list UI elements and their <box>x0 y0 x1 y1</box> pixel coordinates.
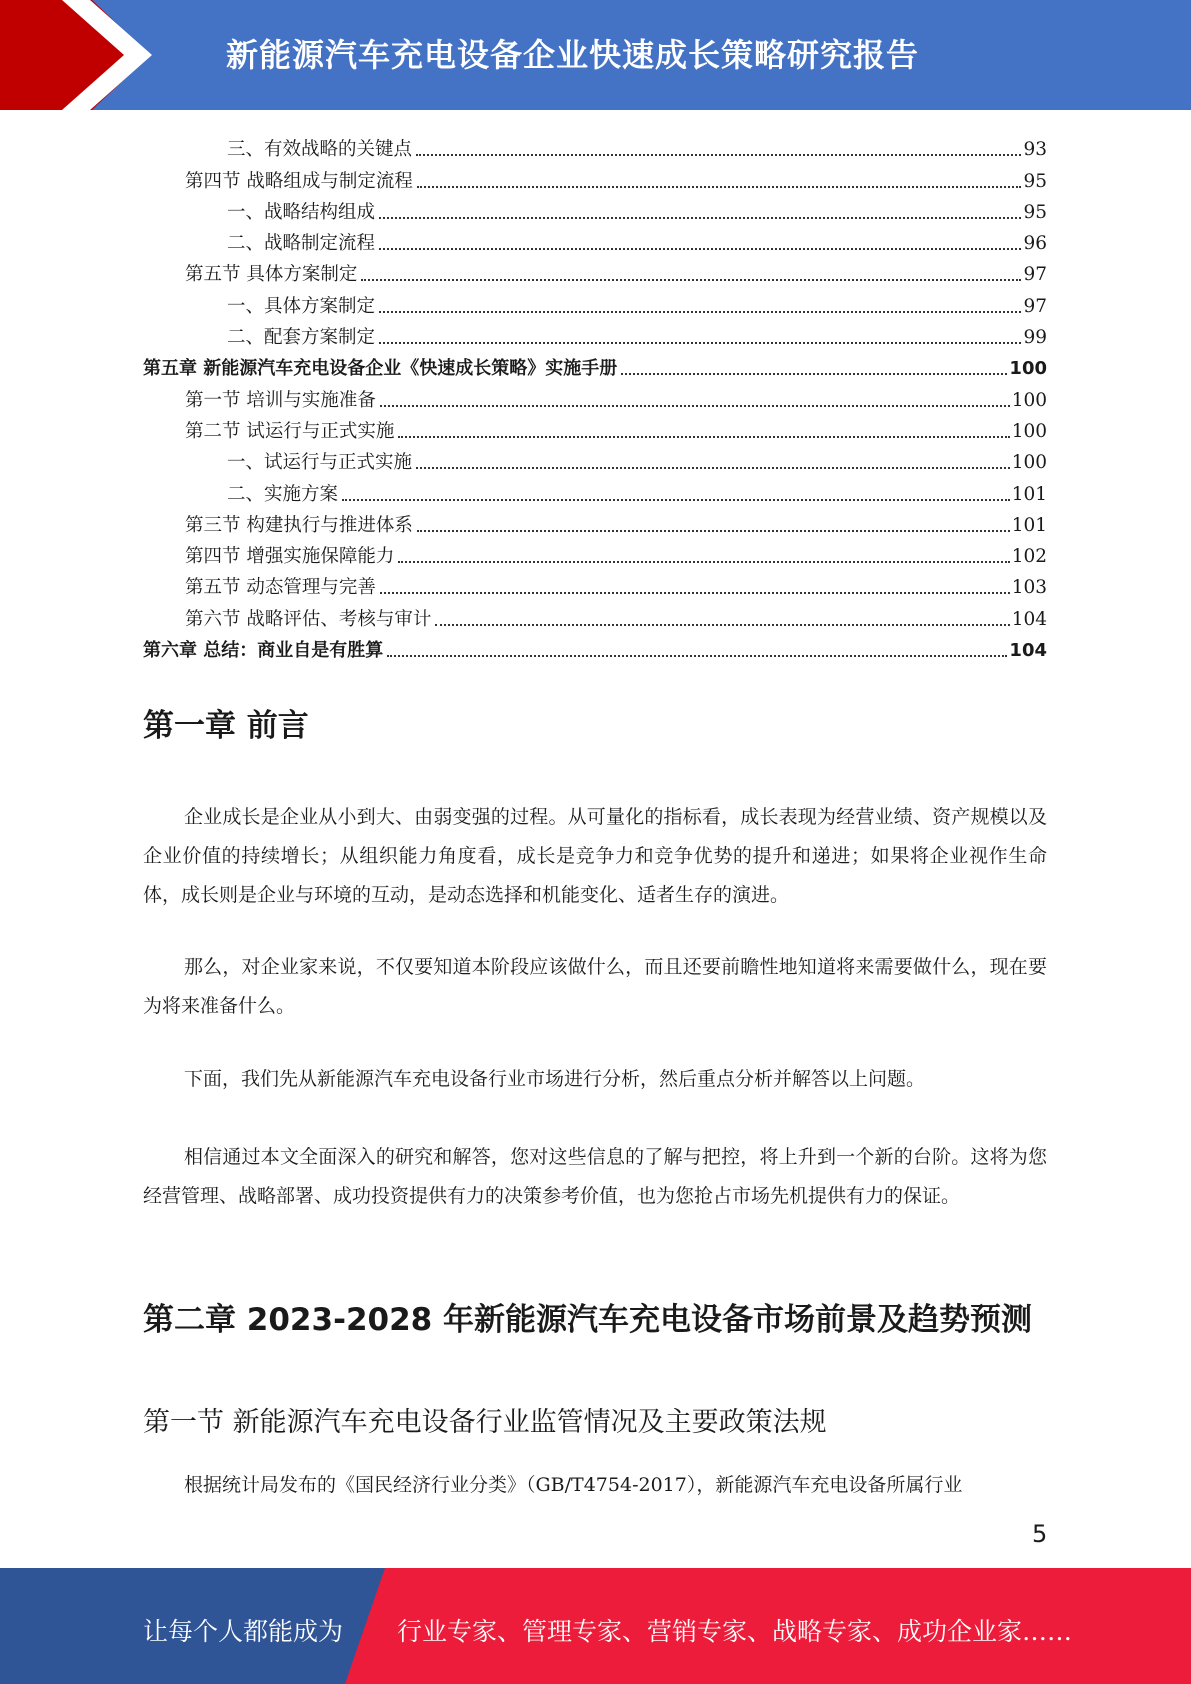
toc-label: 第六章 总结：商业自是有胜算 <box>143 640 384 662</box>
toc-item[interactable] <box>143 599 1047 630</box>
section-heading: 第一节 新能源汽车充电设备行业监管情况及主要政策法规 <box>143 1407 827 1438</box>
toc-label: 第五节 具体方案制定 <box>143 264 359 286</box>
toc-leader <box>342 499 1010 501</box>
toc-leader <box>379 217 1021 219</box>
toc-label: 二、配套方案制定 <box>143 327 377 349</box>
page-footer <box>0 1568 1191 1684</box>
toc-leader <box>380 592 1010 594</box>
toc-label: 第三节 构建执行与推进体系 <box>143 515 415 537</box>
toc-leader <box>387 655 1007 657</box>
toc-item[interactable] <box>143 537 1047 568</box>
toc-page: 104 <box>1011 608 1047 630</box>
body-paragraph: 下面，我们先从新能源汽车充电设备行业市场进行分析，然后重点分析并解答以上问题。 <box>184 1068 926 1090</box>
toc-page: 101 <box>1011 483 1047 505</box>
toc-page: 95 <box>1023 170 1047 192</box>
toc-item[interactable] <box>143 255 1047 286</box>
toc-label: 一、试运行与正式实施 <box>143 452 414 474</box>
toc-label: 第五节 动态管理与完善 <box>143 577 378 599</box>
toc-item[interactable] <box>143 506 1047 537</box>
toc-leader <box>435 624 1009 626</box>
toc-page: 104 <box>1009 640 1047 662</box>
toc-leader <box>361 279 1021 281</box>
toc-leader <box>621 373 1007 375</box>
page-number: 5 <box>1032 1520 1048 1548</box>
toc-leader <box>417 530 1010 532</box>
body-paragraph: 那么，对企业家来说，不仅要知道本阶段应该做什么，而且还要前瞻性地知道将来需要做什么，现在要为将来准备什么。 <box>143 956 1047 1017</box>
toc-page: 99 <box>1023 327 1047 349</box>
footer-slogan-left: 让每个人都能成为 <box>143 1617 344 1646</box>
toc-leader <box>398 561 1009 563</box>
toc-leader <box>379 311 1021 313</box>
toc-item[interactable] <box>143 224 1047 255</box>
report-title: 新能源汽车充电设备企业快速成长策略研究报告 <box>226 36 920 74</box>
toc-page: 100 <box>1009 358 1047 380</box>
toc-page: 97 <box>1023 264 1047 286</box>
toc-item[interactable] <box>143 161 1047 192</box>
toc-chapter-item[interactable] <box>143 631 1047 662</box>
toc-page: 96 <box>1023 233 1047 255</box>
toc-leader <box>379 248 1021 250</box>
toc-page: 101 <box>1011 514 1047 536</box>
toc-label: 三、有效战略的关键点 <box>143 139 414 161</box>
toc-label: 二、战略制定流程 <box>143 233 377 255</box>
toc-label: 第六节 战略评估、考核与审计 <box>143 609 433 631</box>
body-paragraph: 相信通过本文全面深入的研究和解答，您对这些信息的了解与把控，将上升到一个新的台阶。这将为您经营管理、战略部署、成功投资提供有力的决策参考价值，也为您抢占市场先机提供有力的保证。 <box>143 1146 1047 1207</box>
body-paragraph: 企业成长是企业从小到大、由弱变强的过程。从可量化的指标看，成长表现为经营业绩、资产规模以及企业价值的持续增长；从组织能力角度看，成长是竞争力和竞争优势的提升和递进；如果将企业视作生命体，成长则是企业与环境的互动，是动态选择和机能变化、适者生存的演进。 <box>143 806 1047 906</box>
toc-item[interactable] <box>143 443 1047 474</box>
toc-page: 100 <box>1011 389 1047 411</box>
toc-label: 第五章 新能源汽车充电设备企业《快速成长策略》实施手册 <box>143 358 618 380</box>
toc-page: 103 <box>1011 577 1047 599</box>
toc-item[interactable] <box>143 193 1047 224</box>
toc-page: 102 <box>1011 546 1047 568</box>
toc-leader <box>416 154 1021 156</box>
toc-leader <box>380 405 1010 407</box>
table-of-contents <box>143 130 1047 662</box>
chapter-heading: 第一章 前言 <box>143 708 309 744</box>
body-paragraph: 根据统计局发布的《国民经济行业分类》（GB/T4754-2017），新能源汽车充电设备所属行业 <box>184 1474 963 1496</box>
toc-item[interactable] <box>143 474 1047 505</box>
footer-slogan-right: 行业专家、管理专家、营销专家、战略专家、成功企业家…… <box>397 1617 1073 1646</box>
toc-page: 97 <box>1023 295 1047 317</box>
toc-label: 一、具体方案制定 <box>143 296 377 318</box>
toc-item[interactable] <box>143 568 1047 599</box>
toc-label: 二、实施方案 <box>143 484 340 506</box>
chapter-heading: 第二章 2023-2028 年新能源汽车充电设备市场前景及趋势预测 <box>143 1302 1033 1338</box>
toc-page: 93 <box>1023 139 1047 161</box>
toc-label: 第四节 增强实施保障能力 <box>143 546 396 568</box>
toc-label: 第四节 战略组成与制定流程 <box>143 171 415 193</box>
toc-page: 100 <box>1011 420 1047 442</box>
toc-leader <box>398 436 1009 438</box>
toc-page: 95 <box>1023 201 1047 223</box>
toc-item[interactable] <box>143 380 1047 411</box>
toc-label: 一、战略结构组成 <box>143 202 377 224</box>
toc-leader <box>416 467 1010 469</box>
page-header <box>0 0 1191 110</box>
toc-label: 第二节 试运行与正式实施 <box>143 421 396 443</box>
toc-item[interactable] <box>143 286 1047 317</box>
toc-leader <box>417 186 1022 188</box>
toc-chapter-item[interactable] <box>143 349 1047 380</box>
toc-leader <box>379 342 1021 344</box>
toc-label: 第一节 培训与实施准备 <box>143 390 378 412</box>
toc-item[interactable] <box>143 412 1047 443</box>
toc-item[interactable] <box>143 318 1047 349</box>
toc-page: 100 <box>1011 452 1047 474</box>
toc-item[interactable] <box>143 130 1047 161</box>
